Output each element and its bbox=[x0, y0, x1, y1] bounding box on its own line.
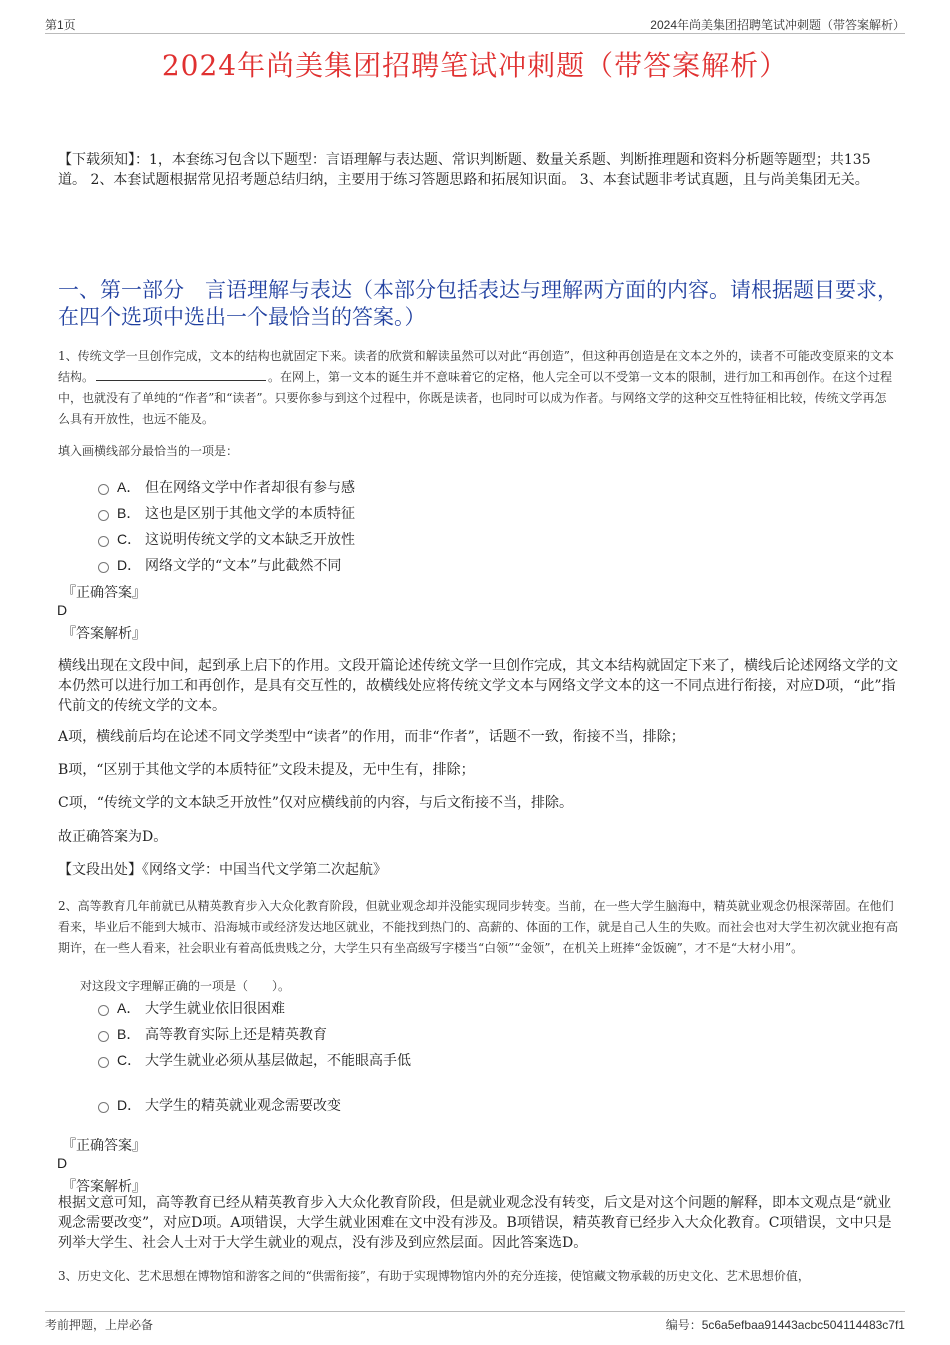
radio-icon[interactable] bbox=[98, 510, 109, 521]
page-title: 2024年尚美集团招聘笔试冲刺题（带答案解析） bbox=[161, 49, 789, 82]
option-letter: C． bbox=[117, 531, 142, 547]
radio-icon[interactable] bbox=[98, 1031, 109, 1042]
q1-analysis-para-5: 故正确答案为D。 bbox=[58, 829, 168, 845]
q1-option-d[interactable] bbox=[98, 555, 341, 575]
q2-option-c[interactable] bbox=[98, 1050, 411, 1070]
section-heading: 一、第一部分 言语理解与表达（本部分包括表达与理解两方面的内容。请根据题目要求，在四个选项中选出一个最恰当的答案。） bbox=[58, 278, 898, 329]
q2-option-b[interactable] bbox=[98, 1024, 327, 1044]
option-text: 高等教育实际上还是精英教育 bbox=[145, 1027, 327, 1043]
option-letter: A． bbox=[117, 479, 141, 495]
option-text: 大学生就业必须从基层做起，不能眼高手低 bbox=[145, 1053, 411, 1069]
q1-option-a[interactable] bbox=[98, 477, 355, 497]
option-text: 但在网络文学中作者却很有参与感 bbox=[145, 480, 355, 496]
radio-icon[interactable] bbox=[98, 562, 109, 573]
option-text: 网络文学的“文本”与此截然不同 bbox=[145, 558, 342, 574]
question-3-text: 3、历史文化、艺术思想在博物馆和游客之间的“供需衔接”，有助于实现博物馆内外的充分连接，使馆藏文物承载的历史文化、艺术思想价值， bbox=[58, 1269, 810, 1283]
footer-doc-id: 编号：5c6a5efbaa91443acbc504114483c7f1 bbox=[665, 1318, 905, 1332]
option-text: 这说明传统文学的文本缺乏开放性 bbox=[145, 532, 355, 548]
q1-option-c[interactable] bbox=[98, 529, 355, 549]
q1-source: 【文段出处】《网络文学：中国当代文学第二次起航》 bbox=[58, 862, 387, 878]
fill-blank-line bbox=[96, 369, 266, 381]
question-2-text: 2、高等教育几年前就已从精英教育步入大众化教育阶段，但就业观念却并没能实现同步转变。当前，在一些大学生脑海中，精英就业观念仍根深蒂固。在他们看来，毕业后不能到大城市、沿海城市或经济发达地区就业，不能找到热门的、高薪的、体面的工作，就是自己人生的失败。而社会也对大学生初次就业抱有高期许，在一些人看来，社会职业有着高低贵贱之分，大学生只有坐高级写字楼当“白领”“金领”，在机关上班捧“金饭碗”，才不是“大材小用”。 bbox=[58, 899, 899, 955]
option-letter: D． bbox=[117, 1097, 142, 1113]
page-number: 第1页 bbox=[45, 18, 76, 32]
header-doc-title: 2024年尚美集团招聘笔试冲刺题（带答案解析） bbox=[650, 18, 905, 32]
radio-icon[interactable] bbox=[98, 1057, 109, 1068]
q1-answer: D bbox=[57, 602, 68, 618]
q2-analysis: 根据文意可知，高等教育已经从精英教育步入大众化教育阶段，但是就业观念没有转变，后文是对这个问题的解释，即本文观点是“就业观念需要改变”，对应D项。A项错误，大学生就业困难在文中没有涉及。B项错误，精英教育已经步入大众化教育。C项错误，文中只是列举大学生、社会人士对于大学生就业的观点，没有涉及到应然层面。因此答案选D。 bbox=[58, 1195, 892, 1251]
question-1-prompt: 填入画横线部分最恰当的一项是： bbox=[58, 444, 239, 458]
question-1-text bbox=[58, 346, 898, 430]
option-text: 这也是区别于其他文学的本质特征 bbox=[145, 506, 355, 522]
question-1-text-after: 。在网上，第一文本的诞生并不意味着它的定格，他人完全可以不受第一文本的限制，进行加工和再创作。在这个过程中，也就没有了单纯的“作者”和“读者”。只要你参与到这个过程中，你既是读者，也同时可以成为作者。与网络文学的这种交互性特征相比较，传统文学再怎么具有开放性，也远不能及。 bbox=[58, 370, 893, 426]
header-rule bbox=[45, 33, 905, 34]
question-1-text-before: 1、传统文学一旦创作完成，文本的结构也就固定下来。读者的欣赏和解读虽然可以对此“再创造”，但这种再创造是在文本之外的，读者不可能改变原来的文本结构。 bbox=[58, 349, 894, 384]
radio-icon[interactable] bbox=[98, 484, 109, 495]
option-letter: D． bbox=[117, 557, 142, 573]
q1-analysis-label: 『答案解析』 bbox=[62, 626, 146, 642]
footer-slogan: 考前押题，上岸必备 bbox=[45, 1318, 154, 1332]
q1-analysis-para-2: A项，横线前后均在论述不同文学类型中“读者”的作用，而非“作者”，话题不一致，衔接不当，排除； bbox=[58, 729, 685, 745]
q1-analysis-para-1: 横线出现在文段中间，起到承上启下的作用。文段开篇论述传统文学一旦创作完成，其文本结构就固定下来了，横线后论述网络文学的文本仍然可以进行加工和再创作，是具有交互性的，故横线处应将传统文学文本与网络文学文本的这一不同点进行衔接，对应D项，“此”指代前文的传统文学的文本。 bbox=[58, 658, 898, 714]
download-notice: 【下载须知】：1，本套练习包含以下题型：言语理解与表达题、常识判断题、数量关系题、判断推理题和资料分析题等题型；共135道。 2、本套试题根据常见招考题总结归纳，主要用于练习答题思路和拓展知识面。 3、本套试题非考试真题，且与尚美集团无关。 bbox=[58, 152, 871, 188]
q2-analysis-label: 『答案解析』 bbox=[62, 1179, 146, 1195]
radio-icon[interactable] bbox=[98, 1005, 109, 1016]
radio-icon[interactable] bbox=[98, 1102, 109, 1113]
q2-answer: D bbox=[57, 1155, 68, 1171]
option-letter: B． bbox=[117, 505, 141, 521]
option-letter: B． bbox=[117, 1026, 141, 1042]
q2-option-a[interactable] bbox=[98, 998, 285, 1018]
question-2-prompt: 对这段文字理解正确的一项是（ ）。 bbox=[80, 979, 291, 993]
q1-analysis-para-3: B项，“区别于其他文学的本质特征”文段未提及，无中生有，排除； bbox=[58, 762, 475, 778]
q1-option-b[interactable] bbox=[98, 503, 355, 523]
radio-icon[interactable] bbox=[98, 536, 109, 547]
q2-answer-label: 『正确答案』 bbox=[62, 1138, 146, 1154]
q1-answer-label: 『正确答案』 bbox=[62, 585, 146, 601]
option-text: 大学生的精英就业观念需要改变 bbox=[145, 1098, 341, 1114]
option-letter: C． bbox=[117, 1052, 142, 1068]
q1-analysis-para-4: C项，“传统文学的文本缺乏开放性”仅对应横线前的内容，与后文衔接不当，排除。 bbox=[58, 795, 574, 811]
option-letter: A． bbox=[117, 1000, 141, 1016]
footer-rule bbox=[45, 1311, 905, 1312]
q2-option-d[interactable] bbox=[98, 1095, 341, 1115]
option-text: 大学生就业依旧很困难 bbox=[145, 1001, 285, 1017]
